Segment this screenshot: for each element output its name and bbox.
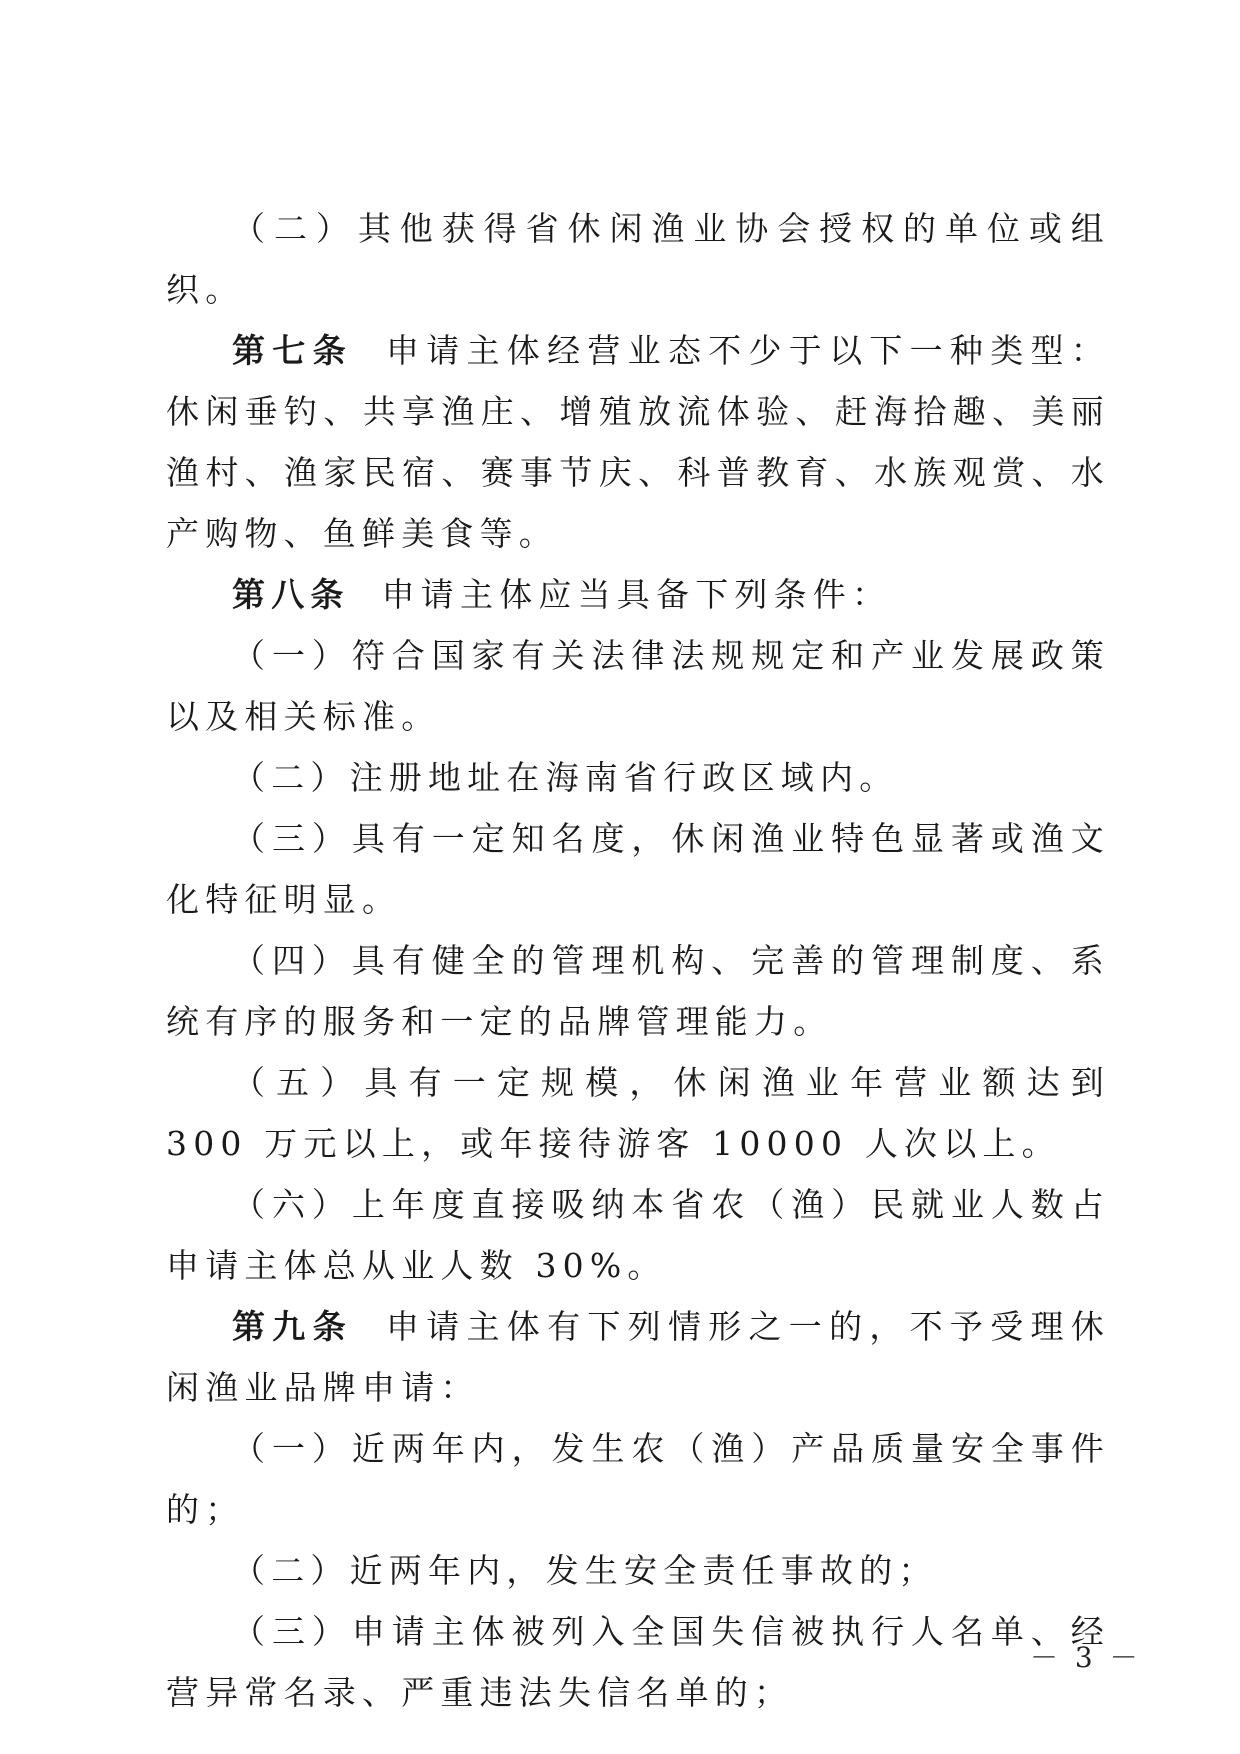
article-label: 第八条 bbox=[232, 575, 350, 614]
paragraph-text: （五）具有一定规模，休闲渔业年营业额达到 300 万元以上，或年接待游客 10000 人次以上。 bbox=[166, 1063, 1110, 1163]
paragraph bbox=[166, 1601, 1110, 1723]
article-paragraph bbox=[166, 1296, 1110, 1418]
paragraph-text: 申请主体应当具备下列条件： bbox=[381, 575, 892, 614]
article-label: 第九条 bbox=[232, 1307, 353, 1346]
article-paragraph bbox=[166, 320, 1110, 564]
paragraph-text: （二）注册地址在海南省行政区域内。 bbox=[232, 758, 899, 797]
paragraph-text: （二）其他获得省休闲渔业协会授权的单位或组织。 bbox=[166, 209, 1110, 309]
paragraph bbox=[166, 1174, 1110, 1296]
paragraph-text: （三）申请主体被列入全国失信被执行人名单、经营异常名录、严重违法失信名单的； bbox=[166, 1612, 1110, 1712]
article-paragraph bbox=[166, 564, 1110, 625]
paragraph-text: （六）上年度直接吸纳本省农（渔）民就业人数占申请主体总从业人数 30%。 bbox=[166, 1185, 1110, 1285]
paragraph-text: （一）符合国家有关法律法规规定和产业发展政策以及相关标准。 bbox=[166, 636, 1110, 736]
paragraph bbox=[166, 747, 1110, 808]
paragraph-text: 申请主体有下列情形之一的，不予受理休闲渔业品牌申请： bbox=[166, 1307, 1110, 1407]
paragraph bbox=[166, 1052, 1110, 1174]
paragraph bbox=[166, 808, 1110, 930]
paragraph bbox=[166, 625, 1110, 747]
document-body bbox=[166, 198, 1110, 1723]
article-label: 第七条 bbox=[232, 331, 353, 370]
paragraph bbox=[166, 930, 1110, 1052]
page-number: － 3 － bbox=[1030, 1641, 1142, 1674]
paragraph bbox=[166, 1418, 1110, 1540]
paragraph-text: （三）具有一定知名度，休闲渔业特色显著或渔文化特征明显。 bbox=[166, 819, 1110, 919]
paragraph bbox=[166, 1540, 1110, 1601]
paragraph-text: （一）近两年内，发生农（渔）产品质量安全事件的； bbox=[166, 1429, 1110, 1529]
paragraph bbox=[166, 198, 1110, 320]
paragraph-text: 申请主体经营业态不少于以下一种类型：休闲垂钓、共享渔庄、增殖放流体验、赶海拾趣、美丽渔村、渔家民宿、赛事节庆、科普教育、水族观赏、水产购物、鱼鲜美食等。 bbox=[166, 331, 1110, 553]
paragraph-text: （四）具有健全的管理机构、完善的管理制度、系统有序的服务和一定的品牌管理能力。 bbox=[166, 941, 1110, 1041]
paragraph-text: （二）近两年内，发生安全责任事故的； bbox=[232, 1551, 938, 1590]
